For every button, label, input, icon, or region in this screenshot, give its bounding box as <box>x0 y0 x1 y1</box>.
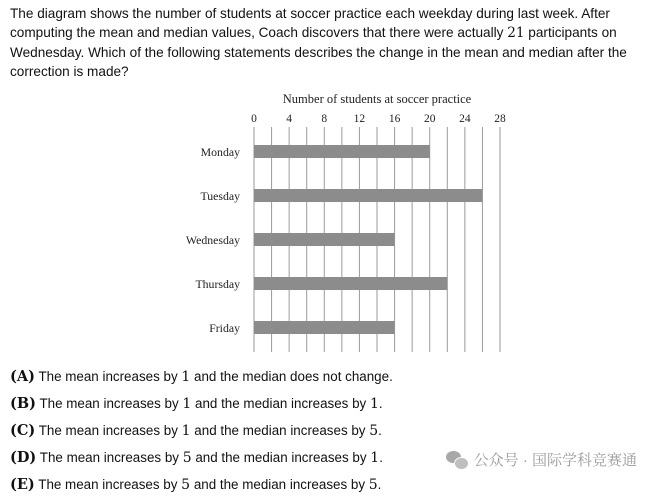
bar-friday <box>254 321 395 334</box>
bar-chart-svg <box>0 86 653 358</box>
category-label-monday: Monday <box>200 145 240 159</box>
question-part-2: participants on Wednesday. Which of the following statements describes the change in the mean and median after the correction is made? <box>10 25 627 79</box>
category-labels <box>186 145 240 335</box>
choice-number: 1 <box>181 423 191 439</box>
wechat-icon <box>446 451 468 469</box>
question-text <box>10 4 650 81</box>
x-tick-label: 12 <box>353 113 366 125</box>
choice-letter: (B) <box>10 395 36 412</box>
x-tick-label: 28 <box>494 113 506 125</box>
bar-chart <box>0 86 653 358</box>
choice-text: and the median increases by <box>190 423 370 438</box>
category-label-friday: Friday <box>209 321 240 335</box>
choice-number: 1 <box>182 396 192 412</box>
choice-number: 5 <box>182 450 192 466</box>
x-tick-label: 0 <box>251 113 257 125</box>
choice-text: . <box>377 477 382 492</box>
choice-letter: (D) <box>10 449 37 466</box>
x-tick-label: 24 <box>459 113 471 125</box>
bars <box>254 145 482 334</box>
watermark-text: 公众号 · 国际学科竞赛通 <box>473 452 637 469</box>
bar-monday <box>254 145 430 158</box>
x-tick-label: 4 <box>286 113 293 125</box>
choice-number: 1 <box>181 369 191 385</box>
bar-wednesday <box>254 233 395 246</box>
choice-a[interactable] <box>10 366 570 393</box>
tick-labels <box>251 113 506 125</box>
choice-c[interactable] <box>10 420 570 447</box>
choice-text: . <box>378 423 382 438</box>
choice-number: 5 <box>368 477 378 493</box>
choice-e[interactable] <box>10 474 570 501</box>
bar-thursday <box>254 277 447 290</box>
answer-choices <box>10 366 570 501</box>
question-number: 21 <box>507 25 525 41</box>
bar-tuesday <box>254 189 482 202</box>
choice-text: The mean increases by <box>34 369 182 384</box>
choice-text: and the median increases by <box>190 477 369 492</box>
choice-text: and the median does not change. <box>190 369 393 384</box>
choice-number: 5 <box>369 423 379 439</box>
x-tick-label: 8 <box>321 113 328 125</box>
choice-letter: (E) <box>10 476 35 493</box>
choice-text: . <box>378 396 383 411</box>
chart-title: Number of students at soccer practice <box>282 92 472 106</box>
x-tick-label: 20 <box>423 113 436 125</box>
category-label-thursday: Thursday <box>195 277 240 291</box>
choice-text: and the median increases by <box>191 396 370 411</box>
choice-text: and the median increases by <box>191 450 371 465</box>
choice-letter: (C) <box>10 422 36 439</box>
choice-number: 1 <box>370 450 380 466</box>
choice-b[interactable] <box>10 393 570 420</box>
choice-letter: (A) <box>10 368 35 385</box>
watermark <box>446 449 637 470</box>
category-label-tuesday: Tuesday <box>200 189 240 203</box>
choice-text: The mean increases by <box>34 477 182 492</box>
category-label-wednesday: Wednesday <box>185 233 240 247</box>
x-tick-label: 16 <box>388 113 401 125</box>
choice-text: The mean increases by <box>35 396 183 411</box>
choice-text: The mean increases by <box>36 450 183 465</box>
choice-text: The mean increases by <box>35 423 182 438</box>
choice-number: 1 <box>369 396 379 412</box>
choice-text: . <box>379 450 383 465</box>
choice-number: 5 <box>181 477 191 493</box>
question-part-1: The diagram shows the number of students at soccer practice each weekday during last week. After computing the mean and median values, Coach discovers that there were actually <box>10 6 610 40</box>
